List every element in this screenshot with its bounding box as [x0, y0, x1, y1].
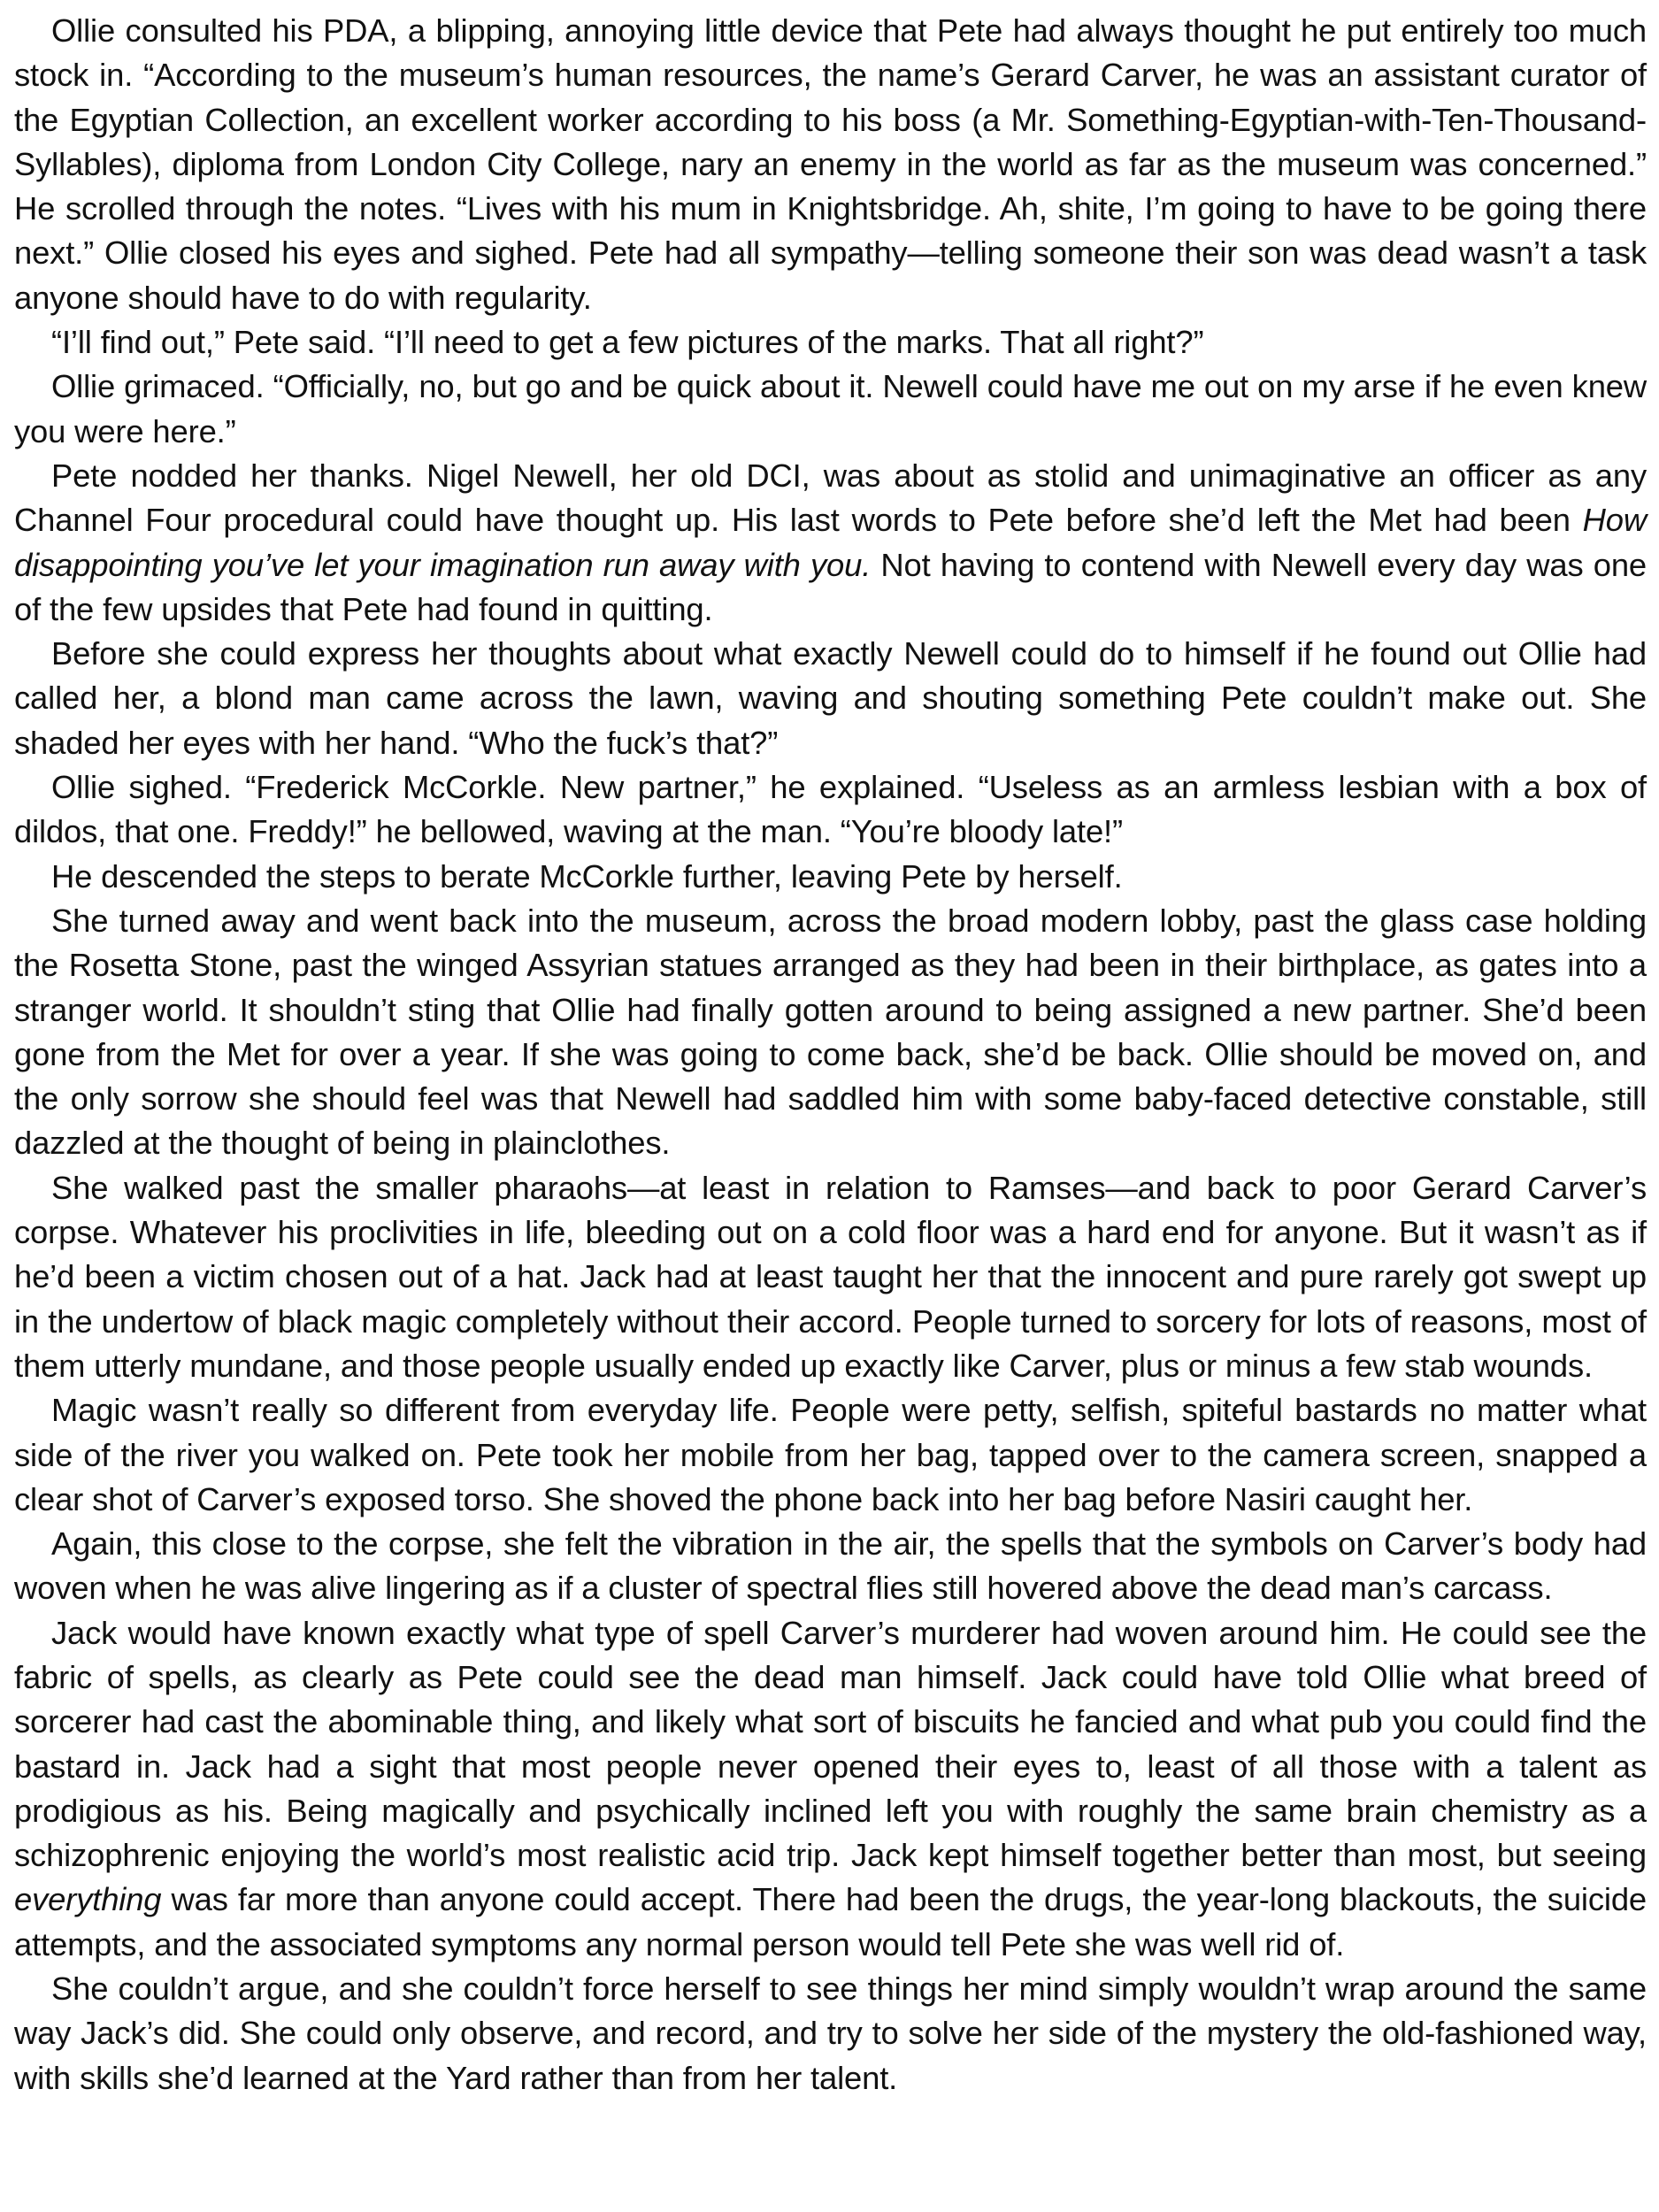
paragraph-1 [14, 9, 1647, 320]
paragraph-6 [14, 765, 1647, 855]
paragraph-7 [14, 855, 1647, 899]
paragraph-11 [14, 1522, 1647, 1611]
paragraph-4 [14, 454, 1647, 632]
paragraph-text: was far more than anyone could accept. There had been the drugs, the year-long blackouts, the suicide attempts, and the associated symptoms any normal person would tell Pete she was well rid of. [14, 1881, 1647, 1962]
paragraph-13 [14, 1967, 1647, 2101]
paragraph-10 [14, 1388, 1647, 1522]
paragraph-text: “I’ll find out,” Pete said. “I’ll need to get a few pictures of the marks. That all right?” [51, 324, 1204, 361]
paragraph-8 [14, 899, 1647, 1166]
paragraph-text: Not having to contend with Newell every day was one of the few upsides that Pete had found in quitting. [14, 546, 1647, 627]
paragraph-text: Ollie consulted his PDA, a blipping, annoying little device that Pete had always thought he put entirely too much stock in. “According to the museum’s human resources, the name’s Gerard Carver, he was an assistant curator of the Egyptian Collection, an excellent worker according to his boss (a Mr. Something-Egyptian-with-Ten-Thousand-Syllables), diploma from London City College, nary an enemy in the world as far as the museum was concerned.” He scrolled through the notes. “Lives with his mum in Knightsbridge. Ah, shite, I’m going to have to be going there next.” Ollie closed his eyes and sighed. Pete had all sympathy—telling someone their son was dead wasn’t a task anyone should have to do with regularity. [14, 12, 1647, 316]
paragraph-text: Pete nodded her thanks. Nigel Newell, her old DCI, was about as stolid and unimaginative an officer as any Channel Four procedural could have thought up. His last words to Pete before she’d left the Met had been [14, 457, 1647, 539]
paragraph-text: She walked past the smaller pharaohs—at least in relation to Ramses—and back to poor Gerard Carver’s corpse. Whatever his proclivities in life, bleeding out on a cold floor was a hard end for anyone. But it wasn’t as if he’d been a victim chosen out of a hat. Jack had at least taught her that the innocent and pure rarely got swept up in the undertow of black magic completely without their accord. People turned to sorcery for lots of reasons, most of them utterly mundane, and those people usually ended up exactly like Carver, plus or minus a few stab wounds. [14, 1169, 1647, 1384]
paragraph-text: Jack would have known exactly what type of spell Carver’s murderer had woven around him. He could see the fabric of spells, as clearly as Pete could see the dead man himself. Jack could have told Ollie what breed of sorcerer had cast the abominable thing, and likely what sort of biscuits he fancied and what pub you could find the bastard in. Jack had a sight that most people never opened their eyes to, least of all those with a talent as prodigious as his. Being magically and psychically inclined left you with roughly the same brain chemistry as a schizophrenic enjoying the world’s most realistic acid trip. Jack kept himself together better than most, but seeing [14, 1614, 1647, 1874]
paragraph-5 [14, 632, 1647, 765]
paragraph-12 [14, 1611, 1647, 1967]
italic-quote: How disappointing you’ve let your imagination run away with you. [14, 502, 1647, 583]
paragraph-text: He descended the steps to berate McCorkle further, leaving Pete by herself. [51, 857, 1123, 895]
paragraph-text: Magic wasn’t really so different from everyday life. People were petty, selfish, spiteful bastards no matter what side of the river you walked on. Pete took her mobile from her bag, tapped over to the camera screen, snapped a clear shot of Carver’s exposed torso. She shoved the phone back into her bag before Nasiri caught her. [14, 1392, 1647, 1517]
paragraph-text: She turned away and went back into the museum, across the broad modern lobby, past the glass case holding the Rosetta Stone, past the winged Assyrian statues arranged as they had been in their birthplace, as gates into a stranger world. It shouldn’t sting that Ollie had finally gotten around to being assigned a new partner. She’d been gone from the Met for over a year. If she was going to come back, she’d be back. Ollie should be moved on, and the only sorrow she should feel was that Newell had saddled him with some baby-faced detective constable, still dazzled at the thought of being in plainclothes. [14, 902, 1647, 1162]
paragraph-3 [14, 365, 1647, 454]
book-page [14, 9, 1647, 2101]
paragraph-text: Ollie grimaced. “Officially, no, but go and be quick about it. Newell could have me out on my arse if he even knew you were here.” [14, 368, 1647, 449]
paragraph-text: Ollie sighed. “Frederick McCorkle. New partner,” he explained. “Useless as an armless lesbian with a box of dildos, that one. Freddy!” he bellowed, waving at the man. “You’re bloody late!” [14, 769, 1647, 850]
paragraph-9 [14, 1166, 1647, 1388]
paragraph-text: Before she could express her thoughts about what exactly Newell could do to himself if he found out Ollie had called her, a blond man came across the lawn, waving and shouting something Pete couldn’t make out. She shaded her eyes with her hand. “Who the fuck’s that?” [14, 635, 1647, 761]
italic-emphasis: everything [14, 1881, 162, 1918]
paragraph-text: Again, this close to the corpse, she felt the vibration in the air, the spells that the symbols on Carver’s body had woven when he was alive lingering as if a cluster of spectral flies still hovered above the dead man’s carcass. [14, 1525, 1647, 1607]
paragraph-text: She couldn’t argue, and she couldn’t force herself to see things her mind simply wouldn’t wrap around the same way Jack’s did. She could only observe, and record, and try to solve her side of the mystery the old-fashioned way, with skills she’d learned at the Yard rather than from her talent. [14, 1970, 1647, 2096]
paragraph-2 [14, 320, 1647, 365]
